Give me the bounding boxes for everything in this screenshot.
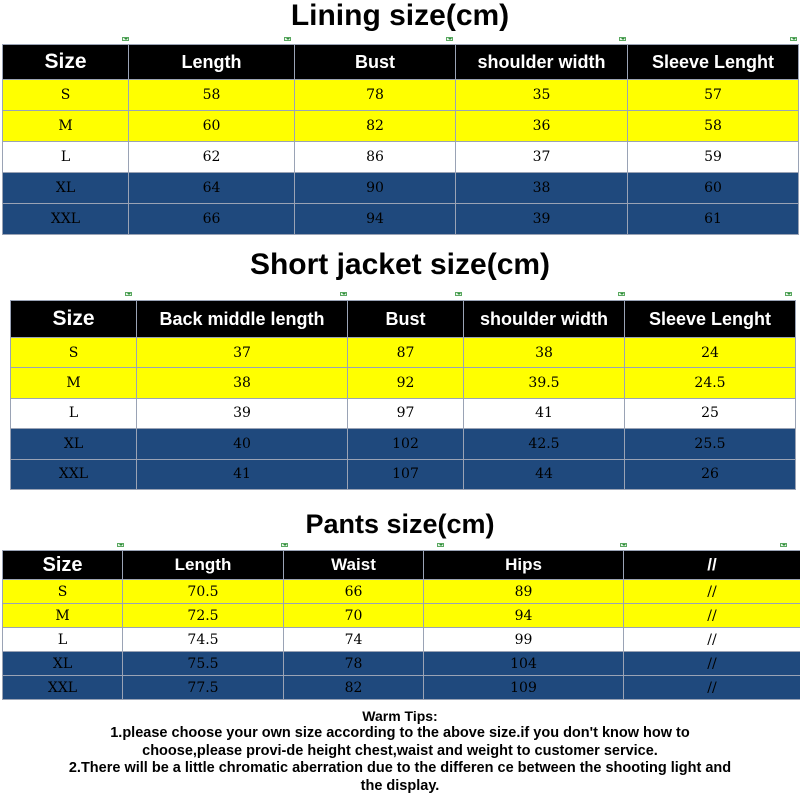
measurement-cell: 104 <box>424 652 624 676</box>
filter-marker-icon <box>785 292 792 296</box>
warm-tips <box>0 704 800 800</box>
measurement-cell: 87 <box>348 338 464 368</box>
measurement-cell: 41 <box>137 459 348 489</box>
size-cell: XXL <box>3 676 123 700</box>
warm-tips-title: Warm Tips: <box>362 708 438 724</box>
filter-marker-icon <box>780 543 787 547</box>
measurement-cell: 42.5 <box>464 429 625 459</box>
header-row <box>11 301 796 338</box>
filter-marker-icon <box>340 292 347 296</box>
lining-table <box>2 44 799 235</box>
measurement-cell: 44 <box>464 459 625 489</box>
measurement-cell: 60 <box>628 173 799 204</box>
measurement-cell: 25.5 <box>625 429 796 459</box>
measurement-cell: 64 <box>129 173 295 204</box>
measurement-cell: // <box>624 676 800 700</box>
table-row <box>11 459 796 489</box>
warm-tips-line: the display. <box>360 777 440 794</box>
column-header: Back middle length <box>137 301 348 338</box>
measurement-cell: // <box>624 652 800 676</box>
size-cell: L <box>3 628 123 652</box>
table-row <box>3 142 799 173</box>
measurement-cell: 75.5 <box>123 652 284 676</box>
jacket-table-body <box>11 301 796 490</box>
pants-title: Pants size(cm) <box>305 509 495 539</box>
table-row <box>3 204 799 235</box>
filter-marker-icon <box>446 37 453 41</box>
column-header: Length <box>129 45 295 80</box>
measurement-cell: 97 <box>348 398 464 428</box>
measurement-cell: 37 <box>137 338 348 368</box>
filter-marker-icon <box>618 292 625 296</box>
measurement-cell: 36 <box>456 111 628 142</box>
filter-marker-icon <box>455 292 462 296</box>
measurement-cell: 94 <box>424 604 624 628</box>
measurement-cell: 26 <box>625 459 796 489</box>
measurement-cell: 109 <box>424 676 624 700</box>
size-cell: XL <box>11 429 137 459</box>
measurement-cell: 78 <box>295 80 456 111</box>
measurement-cell: 90 <box>295 173 456 204</box>
measurement-cell: 74 <box>284 628 424 652</box>
column-header: shoulder width <box>464 301 625 338</box>
measurement-cell: 24 <box>625 338 796 368</box>
column-header: Hips <box>424 551 624 580</box>
measurement-cell: 24.5 <box>625 368 796 398</box>
measurement-cell: 38 <box>464 338 625 368</box>
measurement-cell: 58 <box>129 80 295 111</box>
warm-tips-line: 1.please choose your own size according to the above size.if you don't know how to <box>110 725 690 741</box>
table-row <box>11 338 796 368</box>
column-header: Sleeve Lenght <box>625 301 796 338</box>
size-cell: L <box>11 398 137 428</box>
size-cell: XXL <box>3 204 129 235</box>
filter-marker-icon <box>620 543 627 547</box>
measurement-cell: 72.5 <box>123 604 284 628</box>
filter-marker-icon <box>284 37 291 41</box>
filter-marker-icon <box>619 37 626 41</box>
measurement-cell: // <box>624 580 800 604</box>
measurement-cell: 61 <box>628 204 799 235</box>
lining-title: Lining size(cm) <box>290 0 510 32</box>
size-cell: XXL <box>11 459 137 489</box>
measurement-cell: 82 <box>284 676 424 700</box>
warm-tips-line: choose,please provi-de height chest,waist and weight to customer service. <box>142 742 658 759</box>
table-row <box>3 173 799 204</box>
header-row <box>3 45 799 80</box>
table-row <box>11 429 796 459</box>
column-header: Bust <box>295 45 456 80</box>
column-header: // <box>624 551 800 580</box>
table-row <box>3 652 800 676</box>
pants-table <box>2 550 800 700</box>
filter-marker-icon <box>122 37 129 41</box>
size-cell: S <box>11 338 137 368</box>
table-row <box>3 80 799 111</box>
measurement-cell: 102 <box>348 429 464 459</box>
measurement-cell: 70 <box>284 604 424 628</box>
table-row <box>3 604 800 628</box>
measurement-cell: 92 <box>348 368 464 398</box>
warm-tips-line: 2.There will be a little chromatic aberration due to the differen ce between the shooting light and <box>68 760 732 776</box>
measurement-cell: 86 <box>295 142 456 173</box>
measurement-cell: 59 <box>628 142 799 173</box>
table-row <box>3 676 800 700</box>
measurement-cell: 40 <box>137 429 348 459</box>
measurement-cell: // <box>624 604 800 628</box>
column-header: shoulder width <box>456 45 628 80</box>
column-header: Bust <box>348 301 464 338</box>
size-cell: XL <box>3 652 123 676</box>
size-cell: S <box>3 580 123 604</box>
table-row <box>3 111 799 142</box>
measurement-cell: 62 <box>129 142 295 173</box>
jacket-table <box>10 300 796 490</box>
size-cell: XL <box>3 173 129 204</box>
measurement-cell: 89 <box>424 580 624 604</box>
header-row <box>3 551 800 580</box>
measurement-cell: 39 <box>456 204 628 235</box>
measurement-cell: 37 <box>456 142 628 173</box>
measurement-cell: 39.5 <box>464 368 625 398</box>
size-cell: S <box>3 80 129 111</box>
measurement-cell: 57 <box>628 80 799 111</box>
filter-marker-icon <box>125 292 132 296</box>
measurement-cell: // <box>624 628 800 652</box>
table-row <box>11 398 796 428</box>
pants-table-body <box>3 551 800 700</box>
measurement-cell: 38 <box>137 368 348 398</box>
measurement-cell: 94 <box>295 204 456 235</box>
measurement-cell: 35 <box>456 80 628 111</box>
filter-marker-icon <box>281 543 288 547</box>
measurement-cell: 38 <box>456 173 628 204</box>
measurement-cell: 107 <box>348 459 464 489</box>
column-header: Size <box>3 551 123 580</box>
filter-marker-icon <box>437 543 444 547</box>
measurement-cell: 39 <box>137 398 348 428</box>
lining-table-body <box>3 45 799 235</box>
measurement-cell: 41 <box>464 398 625 428</box>
measurement-cell: 66 <box>129 204 295 235</box>
size-cell: M <box>11 368 137 398</box>
size-cell: M <box>3 111 129 142</box>
measurement-cell: 58 <box>628 111 799 142</box>
measurement-cell: 82 <box>295 111 456 142</box>
measurement-cell: 99 <box>424 628 624 652</box>
table-row <box>11 368 796 398</box>
measurement-cell: 70.5 <box>123 580 284 604</box>
filter-marker-icon <box>790 37 797 41</box>
size-cell: M <box>3 604 123 628</box>
measurement-cell: 60 <box>129 111 295 142</box>
jacket-title: Short jacket size(cm) <box>249 248 551 281</box>
column-header: Sleeve Lenght <box>628 45 799 80</box>
measurement-cell: 77.5 <box>123 676 284 700</box>
measurement-cell: 78 <box>284 652 424 676</box>
measurement-cell: 25 <box>625 398 796 428</box>
column-header: Length <box>123 551 284 580</box>
column-header: Size <box>3 45 129 80</box>
table-row <box>3 580 800 604</box>
measurement-cell: 66 <box>284 580 424 604</box>
measurement-cell: 74.5 <box>123 628 284 652</box>
table-row <box>3 628 800 652</box>
size-cell: L <box>3 142 129 173</box>
column-header: Waist <box>284 551 424 580</box>
column-header: Size <box>11 301 137 338</box>
filter-marker-icon <box>117 543 124 547</box>
